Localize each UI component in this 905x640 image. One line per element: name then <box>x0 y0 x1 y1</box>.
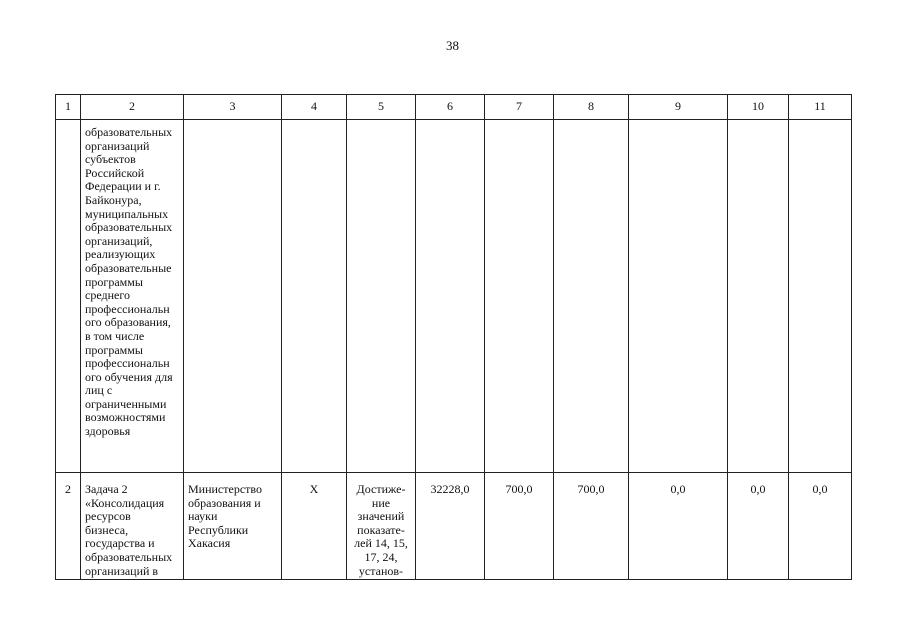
table-header-row <box>56 95 852 120</box>
indicator-text: Достиже- ние значений показате- лей 14, 15, 17, 24, установ- <box>354 482 408 578</box>
empty-cell <box>184 120 282 473</box>
empty-cell <box>789 120 852 473</box>
table-row <box>56 120 852 473</box>
data-table <box>55 94 852 580</box>
task-description-cell: Задача 2 «Консолидация ресурсов бизнеса, государства и образовательных организаций в <box>81 473 184 580</box>
header-cell: 3 <box>184 95 282 120</box>
empty-cell <box>728 120 789 473</box>
header-cell: 2 <box>81 95 184 120</box>
task-description-cell: образовательных организаций субъектов Российской Федерации и г. Байконура, муниципальных образовательных организаций, реализующих образовательные программы среднего профессиональн ого образования, в том числе программы профессиональн ого обучения для лиц с ограниченными возможностями здоровья <box>81 120 184 473</box>
page-number: 38 <box>446 38 459 53</box>
header-cell: 1 <box>56 95 81 120</box>
value-cell: 32228,0 <box>416 473 485 580</box>
value-cell: 700,0 <box>485 473 554 580</box>
header-cell: 10 <box>728 95 789 120</box>
value-cell: 0,0 <box>789 473 852 580</box>
empty-cell <box>282 120 347 473</box>
value-cell: 0,0 <box>629 473 728 580</box>
indicator-cell <box>347 473 416 580</box>
empty-cell <box>554 120 629 473</box>
header-cell: 5 <box>347 95 416 120</box>
empty-cell <box>347 120 416 473</box>
responsible-cell: Министерство образования и науки Республики Хакасия <box>184 473 282 580</box>
value-cell: 0,0 <box>728 473 789 580</box>
header-cell: 8 <box>554 95 629 120</box>
header-cell: 4 <box>282 95 347 120</box>
header-cell: 11 <box>789 95 852 120</box>
header-cell: 7 <box>485 95 554 120</box>
table-row <box>56 473 852 580</box>
header-cell: 6 <box>416 95 485 120</box>
row-number-cell <box>56 120 81 473</box>
empty-cell <box>485 120 554 473</box>
value-cell: 700,0 <box>554 473 629 580</box>
mark-cell: X <box>282 473 347 580</box>
row-number-cell: 2 <box>56 473 81 580</box>
empty-cell <box>416 120 485 473</box>
header-cell: 9 <box>629 95 728 120</box>
empty-cell <box>629 120 728 473</box>
